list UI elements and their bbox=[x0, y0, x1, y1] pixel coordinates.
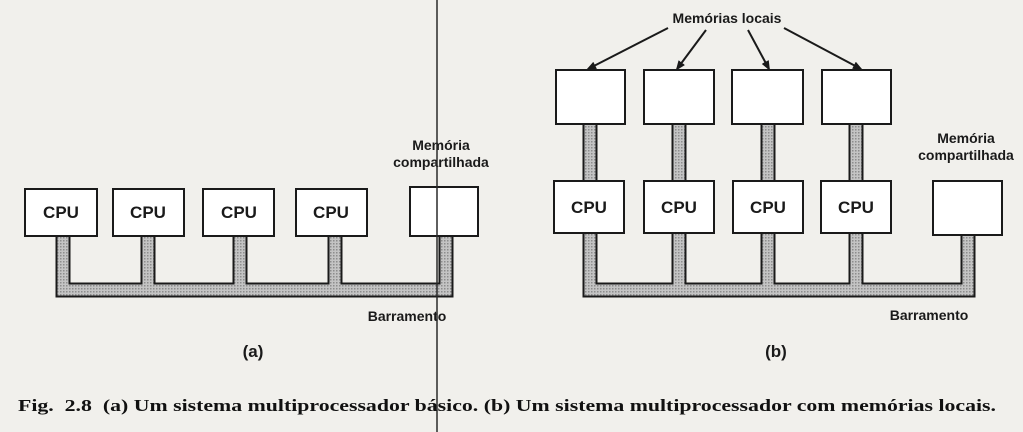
sub-label-b: (b) bbox=[765, 342, 787, 361]
bus-a bbox=[63, 236, 446, 290]
local-links-b bbox=[590, 124, 856, 181]
shared-memory-label-a-line2: compartilhada bbox=[393, 154, 489, 170]
cpu-label-a4: CPU bbox=[313, 203, 349, 222]
cpu-label-b2: CPU bbox=[661, 198, 697, 217]
arrow-to-local-memory-2 bbox=[677, 30, 706, 69]
arrow-to-local-memory-1 bbox=[588, 28, 668, 69]
arrow-to-local-memory-4 bbox=[784, 28, 861, 69]
shared-memory-label-b-line1: Memória bbox=[937, 130, 995, 146]
local-memory-box-b4 bbox=[822, 70, 891, 124]
cpu-label-b1: CPU bbox=[571, 198, 607, 217]
local-memory-arrows bbox=[588, 28, 861, 69]
cpu-label-b4: CPU bbox=[838, 198, 874, 217]
local-memory-box-b1 bbox=[556, 70, 625, 124]
figure-caption: Fig. 2.8 (a) Um sistema multiprocessador básico. (b) Um sistema multiprocessador com memórias locais. bbox=[18, 396, 996, 415]
bus-label-b: Barramento bbox=[889, 307, 969, 323]
panel-a bbox=[25, 137, 489, 361]
sub-label-a: (a) bbox=[242, 342, 264, 361]
bus-label-a: Barramento bbox=[367, 308, 447, 324]
cpu-label-a3: CPU bbox=[221, 203, 257, 222]
cpu-label-a1: CPU bbox=[43, 203, 79, 222]
shared-memory-label-a-line1: Memória bbox=[412, 137, 470, 153]
shared-memory-label-b-line2: compartilhada bbox=[918, 147, 1014, 163]
panel-b bbox=[554, 10, 1014, 361]
local-memory-box-b2 bbox=[644, 70, 714, 124]
cpu-label-b3: CPU bbox=[750, 198, 786, 217]
arrow-to-local-memory-3 bbox=[748, 30, 769, 69]
shared-memory-box-b bbox=[933, 181, 1002, 235]
local-memory-box-b3 bbox=[732, 70, 803, 124]
local-memories-label: Memórias locais bbox=[672, 10, 782, 26]
cpu-label-a2: CPU bbox=[130, 203, 166, 222]
shared-memory-box-a bbox=[410, 187, 478, 236]
bus-b bbox=[590, 233, 968, 290]
